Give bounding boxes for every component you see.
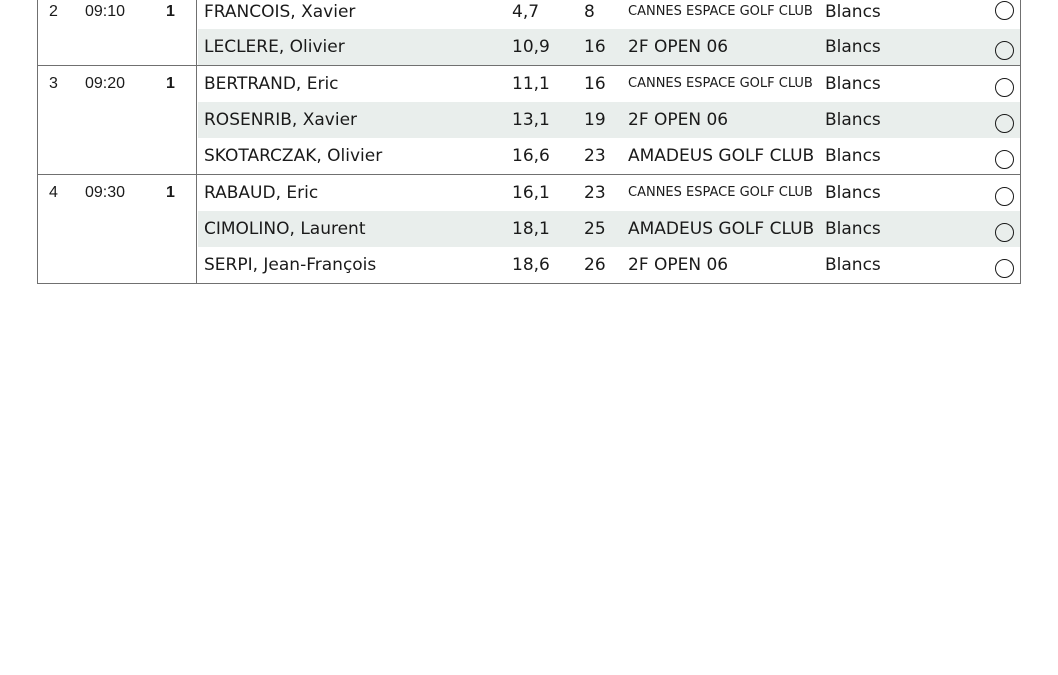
player-club: 2F OPEN 06 (628, 37, 729, 57)
check-in-circle-icon[interactable] (995, 78, 1014, 97)
start-list-table (37, 0, 1021, 284)
tee-group-3 (37, 66, 1021, 175)
player-tee-color: Blancs (825, 37, 881, 57)
player-name: ROSENRIB, Xavier (204, 110, 358, 130)
player-name: SKOTARCZAK, Olivier (204, 146, 383, 166)
player-handicap: 19 (584, 110, 606, 130)
player-club: 2F OPEN 06 (628, 255, 729, 275)
player-club: AMADEUS GOLF CLUB (628, 146, 815, 166)
group-info (38, 0, 197, 65)
group-start-tee: 1 (166, 75, 175, 92)
group-start-time: 09:10 (85, 3, 126, 20)
player-row (198, 66, 1020, 102)
player-index: 10,9 (512, 37, 550, 57)
player-handicap: 23 (584, 183, 606, 203)
group-start-time: 09:30 (85, 184, 126, 201)
player-tee-color: Blancs (825, 2, 881, 22)
check-in-circle-icon[interactable] (995, 259, 1014, 278)
player-list (198, 66, 1020, 174)
player-index: 16,6 (512, 146, 550, 166)
player-index: 16,1 (512, 183, 550, 203)
tee-group-2 (37, 0, 1021, 66)
player-name: LECLERE, Olivier (204, 37, 345, 57)
player-index: 18,6 (512, 255, 550, 275)
player-club: AMADEUS GOLF CLUB (628, 219, 815, 239)
player-name: FRANCOIS, Xavier (204, 2, 356, 22)
player-list (198, 0, 1020, 65)
player-row (198, 29, 1020, 65)
player-handicap: 8 (584, 2, 595, 22)
group-start-time: 09:20 (85, 75, 126, 92)
player-list (198, 175, 1020, 283)
player-handicap: 16 (584, 37, 606, 57)
player-handicap: 16 (584, 74, 606, 94)
group-start-tee: 1 (166, 3, 175, 20)
player-name: SERPI, Jean-François (204, 255, 377, 275)
player-row (198, 211, 1020, 247)
group-number: 2 (49, 3, 58, 20)
player-name: RABAUD, Eric (204, 183, 319, 203)
player-index: 13,1 (512, 110, 550, 130)
player-name: BERTRAND, Eric (204, 74, 339, 94)
group-number: 4 (49, 184, 58, 201)
player-tee-color: Blancs (825, 146, 881, 166)
group-info (38, 66, 197, 174)
player-name: CIMOLINO, Laurent (204, 219, 366, 239)
player-club: 2F OPEN 06 (628, 110, 729, 130)
check-in-circle-icon[interactable] (995, 114, 1014, 133)
check-in-circle-icon[interactable] (995, 150, 1014, 169)
check-in-circle-icon[interactable] (995, 1, 1014, 20)
player-row (198, 102, 1020, 138)
player-row (198, 0, 1020, 29)
player-club: CANNES ESPACE GOLF CLUB (628, 4, 813, 19)
player-tee-color: Blancs (825, 183, 881, 203)
player-row (198, 247, 1020, 283)
player-handicap: 25 (584, 219, 606, 239)
player-row (198, 175, 1020, 211)
group-number: 3 (49, 75, 58, 92)
player-club: CANNES ESPACE GOLF CLUB (628, 185, 813, 200)
player-tee-color: Blancs (825, 110, 881, 130)
player-tee-color: Blancs (825, 219, 881, 239)
player-tee-color: Blancs (825, 255, 881, 275)
player-club: CANNES ESPACE GOLF CLUB (628, 76, 813, 91)
player-tee-color: Blancs (825, 74, 881, 94)
player-index: 18,1 (512, 219, 550, 239)
check-in-circle-icon[interactable] (995, 41, 1014, 60)
player-index: 4,7 (512, 2, 540, 22)
check-in-circle-icon[interactable] (995, 187, 1014, 206)
group-start-tee: 1 (166, 184, 175, 201)
check-in-circle-icon[interactable] (995, 223, 1014, 242)
player-handicap: 23 (584, 146, 606, 166)
tee-group-4 (37, 175, 1021, 284)
player-index: 11,1 (512, 74, 550, 94)
player-handicap: 26 (584, 255, 606, 275)
player-row (198, 138, 1020, 174)
group-info (38, 175, 197, 283)
